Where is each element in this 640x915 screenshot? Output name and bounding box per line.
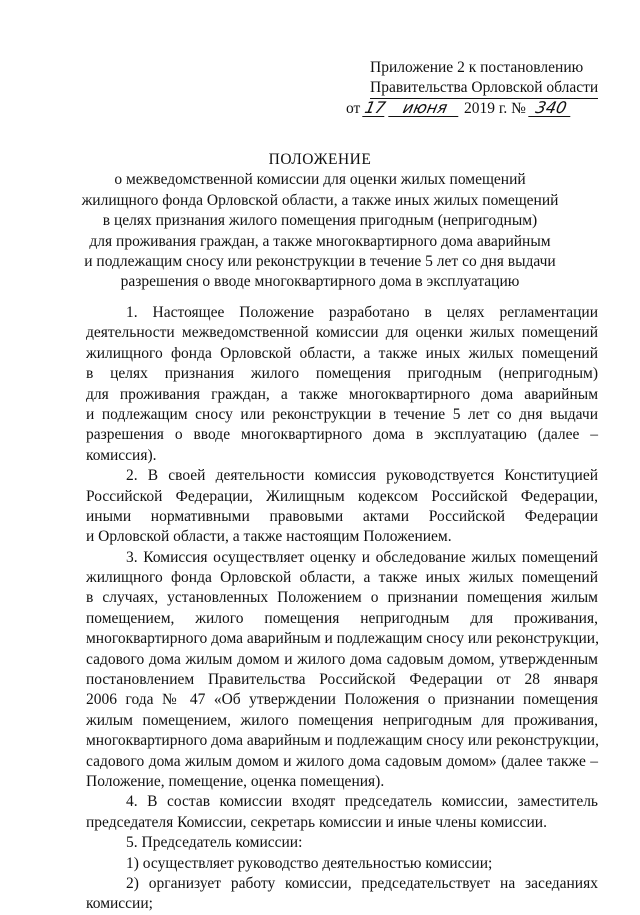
body-line: в целях признания жилого помещения пригодным (непригодным) — [86, 365, 598, 383]
title-line: жилищного фонда Орловской области, а также иных жилых помещений — [81, 191, 559, 209]
body-line: Положение, помещение, оценка помещения). — [86, 772, 385, 790]
body-line: 2006 года № 47 «Об утверждении Положения о признании помещения — [86, 691, 598, 709]
body-line: разрешения о вводе многоквартирного дома в эксплуатацию (далее – — [86, 426, 598, 444]
body-line: 3. Комиссия осуществляет оценку и обследование жилых помещений — [126, 548, 598, 566]
body-line: и Орловской области, а также настоящим Положением. — [86, 528, 452, 546]
body-line: помещением, жилого помещения непригодным для проживания, — [86, 609, 598, 627]
body-line: садового дома жилым домом и жилого дома садовым домом, утвержденным — [86, 650, 598, 668]
body-line: 2. В своей деятельности комиссия руководствуется Конституцией — [126, 467, 598, 485]
body-line: постановлением Правительства Российской Федерации от 28 января — [86, 671, 598, 689]
title-line: для проживания граждан, а также многоквартирного дома аварийным — [89, 232, 551, 250]
body-line: 1. Настоящее Положение разработано в целях регламентации — [126, 304, 598, 321]
handwritten-day: 17 — [363, 98, 388, 117]
body-line: для проживания граждан, а также многоквартирного дома аварийным — [86, 385, 598, 403]
date-prefix: от — [346, 100, 361, 117]
body-line: жилищного фонда Орловской области, а также иных жилых помещений — [86, 569, 598, 587]
title-line: о межведомственной комиссии для оценки жилых помещений — [114, 171, 526, 189]
document-body — [86, 303, 598, 915]
date-year: 2019 г. № — [463, 100, 526, 117]
appendix-line-2 — [340, 78, 600, 99]
body-line: жилищного фонда Орловской области, а также иных жилых помещений — [86, 344, 598, 362]
body-line: деятельности межведомственной комиссии для оценки жилых помещений — [86, 324, 598, 342]
handwritten-month: июня — [388, 100, 462, 117]
body-line: Российской Федерации, Жилищным кодексом Российской Федерации, — [86, 487, 598, 505]
body-line: 5. Председатель комиссии: — [126, 834, 303, 852]
appendix-header — [340, 58, 600, 119]
appendix-line-1: Приложение 2 к постановлению — [370, 59, 584, 76]
title-line: и подлежащим сносу или реконструкции в течение 5 лет со дня выдачи — [84, 253, 556, 271]
appendix-date-line — [340, 99, 600, 119]
document-title-block — [80, 150, 560, 293]
body-line: садового дома жилым домом и жилого дома садовым домом» (далее также – — [86, 752, 598, 770]
appendix-line-2-text: Правительства Орловской области — [370, 78, 598, 99]
body-line: 4. В состав комиссии входят председатель комиссии, заместитель — [126, 793, 598, 811]
body-line: 1) осуществляет руководство деятельностью комиссии; — [126, 854, 493, 872]
handwritten-doc-number: 340 — [528, 100, 574, 117]
body-line: и подлежащим сносу или реконструкции в течение 5 лет со дня выдачи — [86, 405, 598, 423]
body-line: иными нормативными правовыми актами Российской Федерации — [86, 507, 598, 525]
title-line: разрешения о вводе многоквартирного дома в эксплуатацию — [120, 273, 520, 291]
body-line: жилым помещением, жилого помещения непригодным для проживания, — [86, 711, 598, 729]
body-line: многоквартирного дома аварийным и подлежащим сносу или реконструкции, — [86, 630, 599, 648]
body-line: комиссии; — [86, 895, 153, 913]
document-title: ПОЛОЖЕНИЕ — [268, 151, 372, 168]
body-line: в случаях, установленных Положением о признании помещения жилым — [86, 589, 598, 607]
title-line: в целях признания жилого помещения пригодным (непригодным) — [102, 212, 538, 230]
body-line: 2) организует работу комиссии, председательствует на заседаниях — [126, 874, 598, 892]
body-line: комиссия). — [86, 446, 157, 464]
body-line: председателя Комиссии, секретарь комиссии и иные члены комиссии. — [86, 813, 547, 831]
body-line: многоквартирного дома аварийным и подлежащим сносу или реконструкции, — [86, 732, 599, 750]
